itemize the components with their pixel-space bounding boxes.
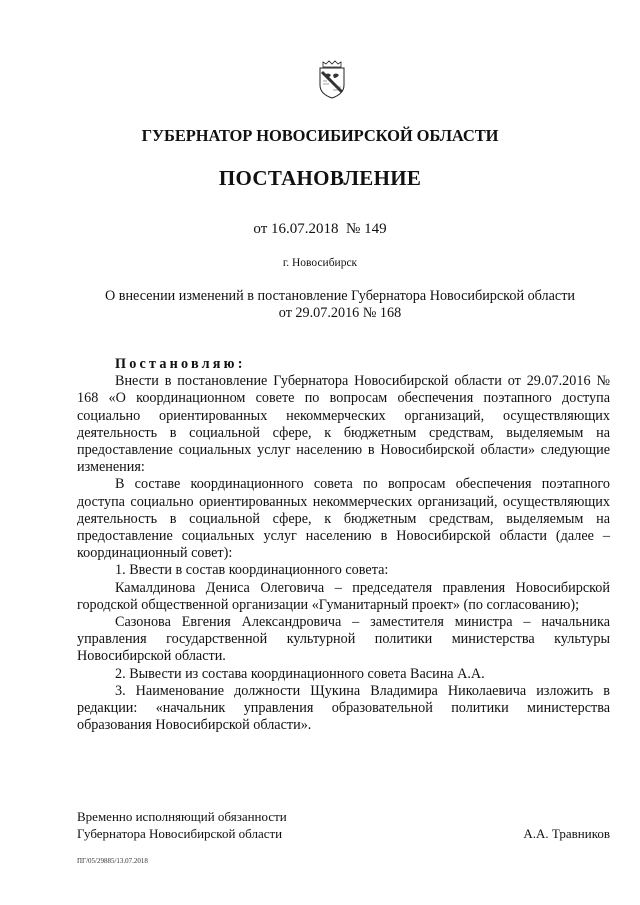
signature-block: [77, 808, 610, 842]
resolve-heading: Постановляю:: [115, 356, 246, 372]
paragraph-6: 2. Вывести из состава координационного совета Васина А.А.: [115, 665, 485, 682]
paragraph-7: 3. Наименование должности Щукина Владимира Николаевича изложить в редакции: «начальник управления образовательной политики министерства образования Новосибирской области».: [77, 682, 610, 734]
coat-of-arms-icon: [317, 59, 347, 99]
authority-title: ГУБЕРНАТОР НОВОСИБИРСКОЙ ОБЛАСТИ: [141, 126, 499, 145]
city: г. Новосибирск: [282, 257, 358, 269]
paragraph-2: В составе координационного совета по вопросам обеспечения поэтапного доступа социально ориентированных некоммерческих организаций, осуществляющих деятельность в социальной сфере, к бюджетным средствам, выделяемым на предоставление социальных услуг населению в Новосибирской области (далее – координационный совет):: [77, 476, 610, 562]
paragraph-3: 1. Ввести в состав координационного совета:: [115, 562, 389, 579]
paragraph-5: Сазонова Евгения Александровича – заместителя министра – начальника управления государственной культурной политики министерства культуры Новосибирской области.: [77, 614, 610, 665]
signatory-name: А.А. Травников: [523, 826, 610, 841]
document-body: [77, 356, 610, 734]
subject-line-2: от 29.07.2016 № 168: [278, 305, 402, 321]
document-number: № 149: [346, 221, 387, 237]
signatory-title-line-2: Губернатора Новосибирской области: [77, 826, 283, 841]
document-code: ПГ/05/29885/13.07.2018: [77, 857, 148, 865]
document-type: ПОСТАНОВЛЕНИЕ: [218, 166, 422, 190]
document-date: от 16.07.2018: [253, 221, 339, 237]
date-number-line: [0, 221, 640, 238]
document-subject: [70, 288, 610, 322]
subject-line-1: О внесении изменений в постановление Губернатора Новосибирской области: [104, 288, 576, 304]
paragraph-1: Внести в постановление Губернатора Новосибирской области от 29.07.2016 № 168 «О координационном совете по вопросам обеспечения поэтапного доступа социально ориентированных некоммерческих организаций, осуществляющих деятельность в социальной сфере, к бюджетным средствам, выделяемым на предоставление социальных услуг населению в Новосибирской области» следующие изменения:: [77, 373, 610, 476]
signatory-title-line-1: Временно исполняющий обязанности: [77, 809, 287, 824]
paragraph-4: Камалдинова Дениса Олеговича – председателя правления Новосибирской городской общественной организации «Гуманитарный проект» (по согласованию);: [77, 579, 610, 613]
